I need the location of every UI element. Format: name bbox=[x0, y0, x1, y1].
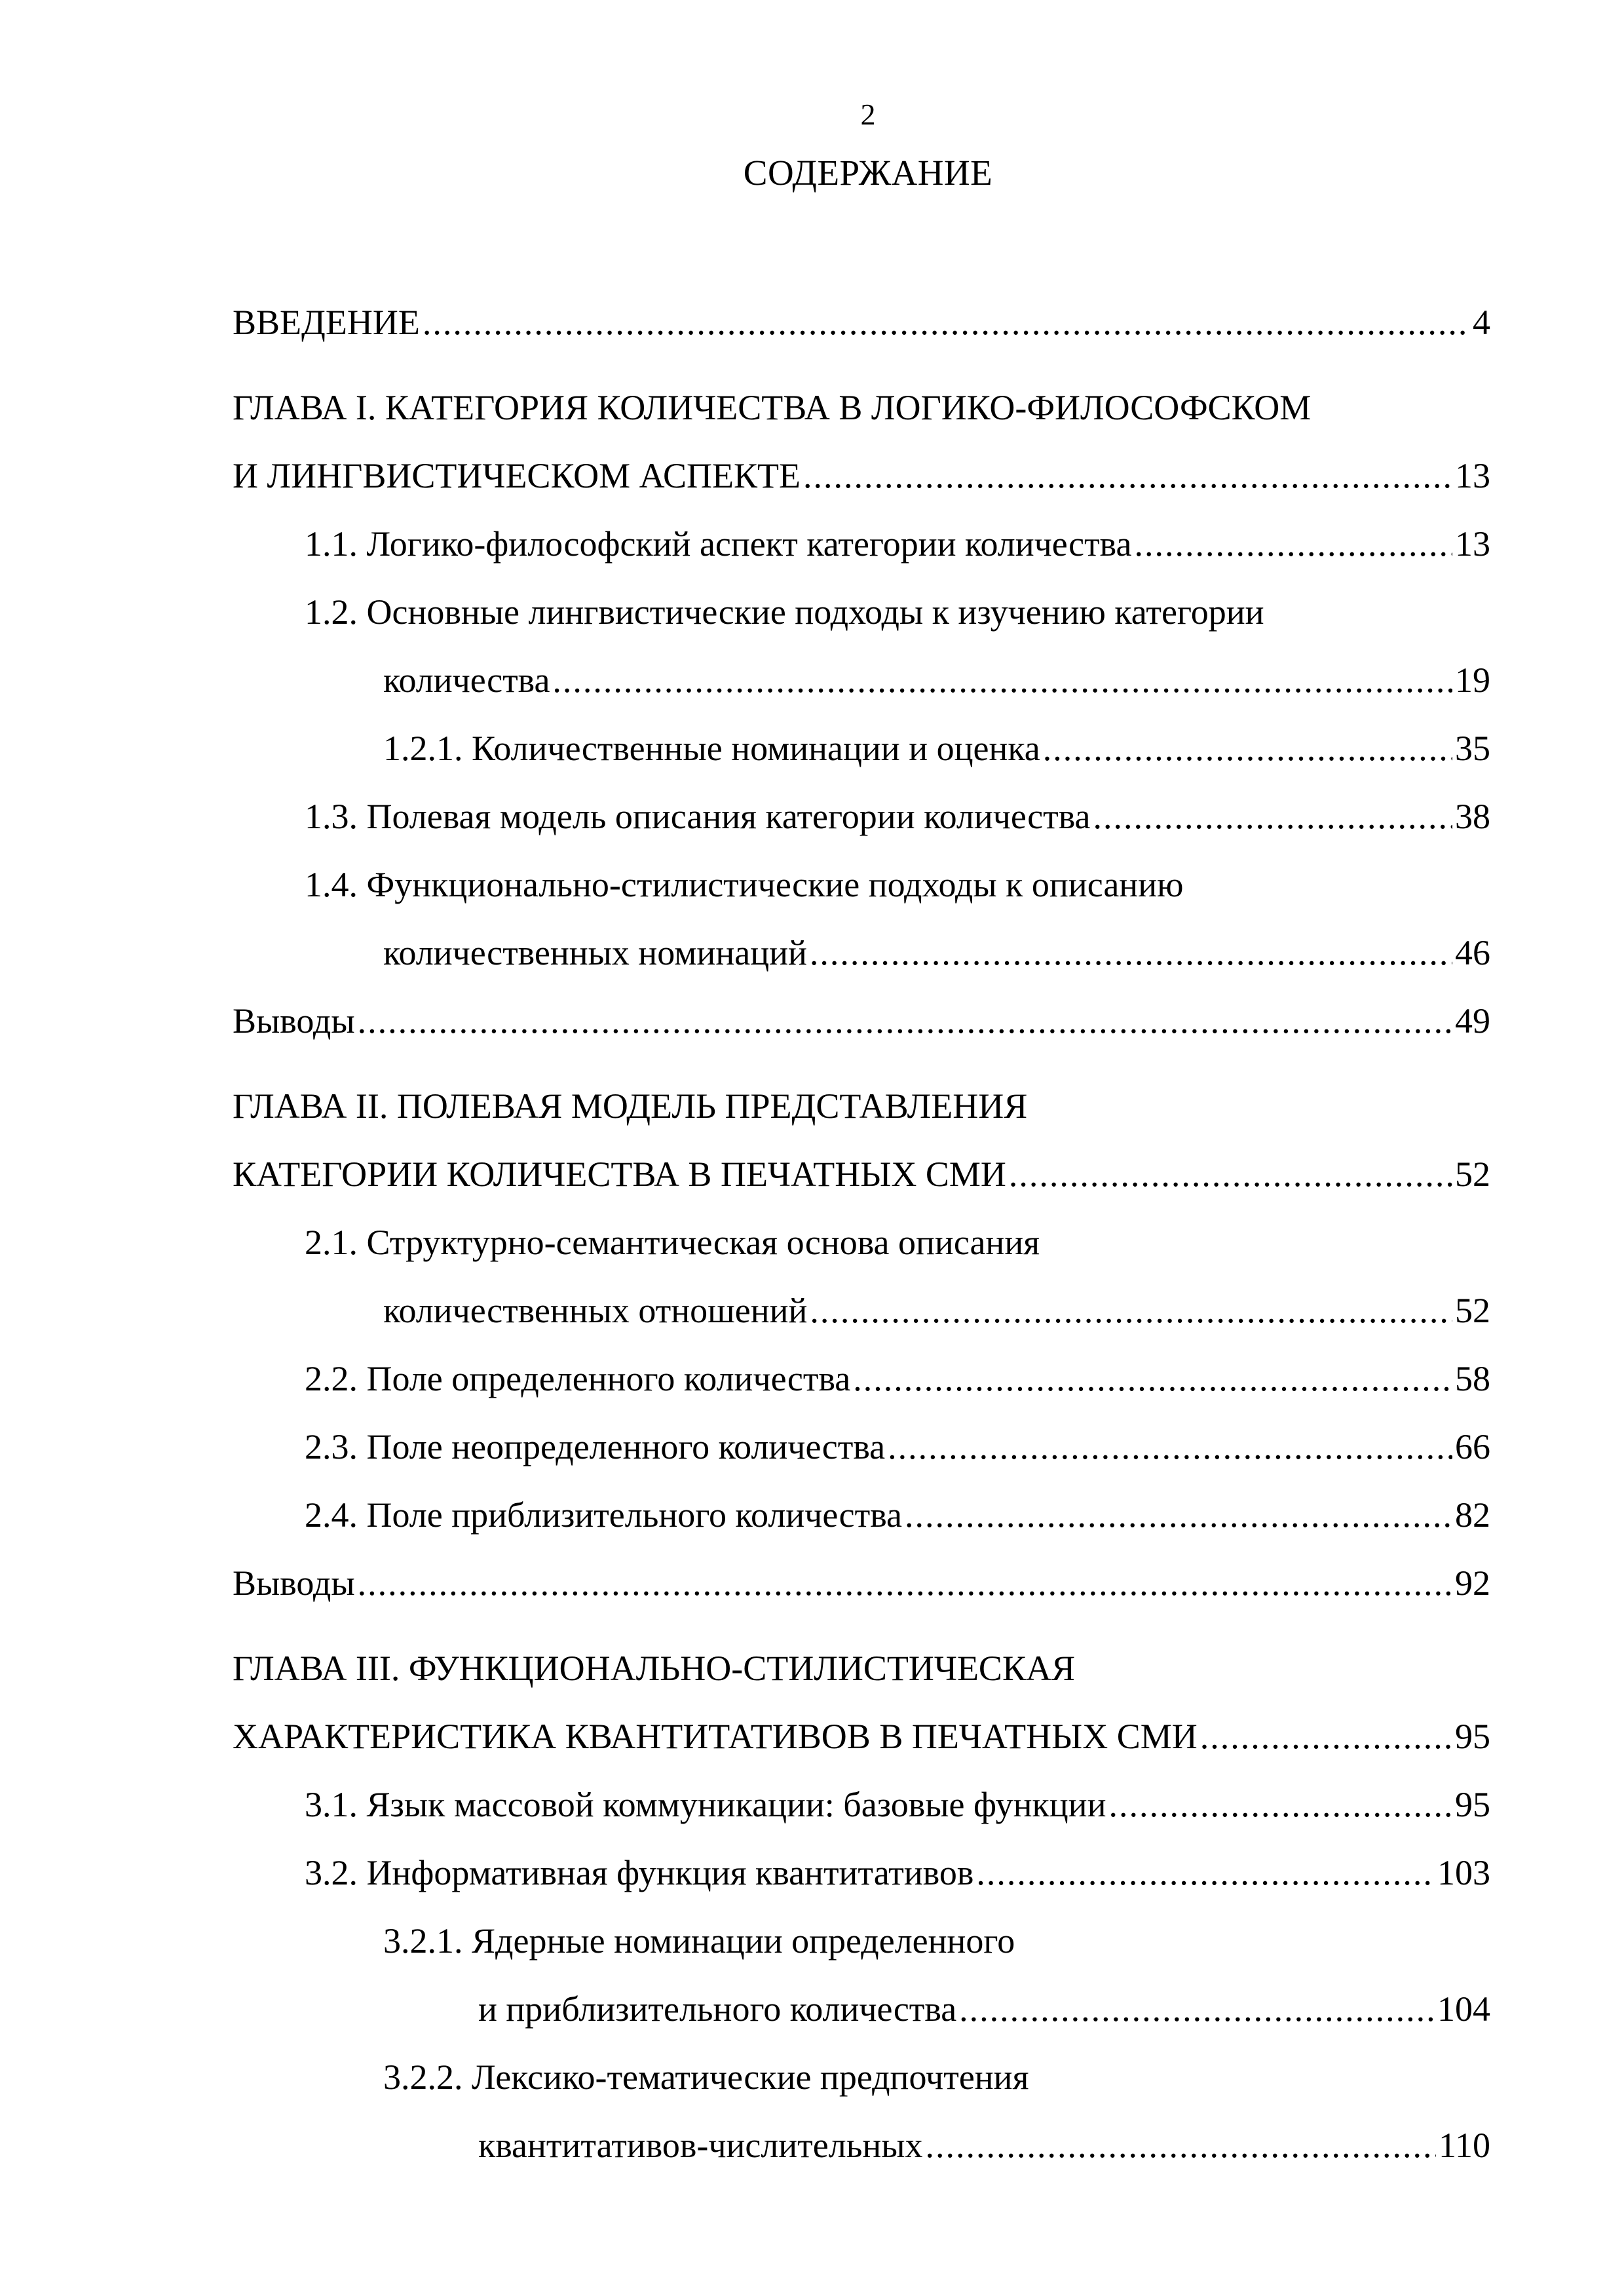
toc-entry-page: 49 bbox=[1455, 1001, 1490, 1041]
toc-entry-page: 52 bbox=[1455, 1155, 1490, 1194]
toc-conclusions-2 bbox=[233, 1549, 1490, 1617]
toc-section-3-2-2 bbox=[233, 2043, 1490, 2111]
toc-entry-text: количества bbox=[383, 660, 550, 700]
toc-entry-text: 2.2. Поле определенного количества bbox=[305, 1359, 851, 1398]
toc-chapter-2-heading bbox=[233, 1072, 1490, 1140]
toc-entry-text: И ЛИНГВИСТИЧЕСКОМ АСПЕКТЕ bbox=[233, 456, 801, 495]
page-number: 2 bbox=[860, 98, 876, 131]
toc-title: СОДЕРЖАНИЕ bbox=[743, 153, 993, 193]
dot-leader bbox=[926, 2125, 1436, 2166]
dot-leader bbox=[853, 1358, 1452, 1399]
toc-entry-intro bbox=[233, 288, 1490, 356]
toc-entry-text: ГЛАВА II. ПОЛЕВАЯ МОДЕЛЬ ПРЕДСТАВЛЕНИЯ bbox=[233, 1086, 1028, 1126]
toc-section-2-2 bbox=[233, 1345, 1490, 1413]
toc-section-1-2-end bbox=[233, 646, 1490, 714]
toc-entry-text: 2.3. Поле неопределенного количества bbox=[305, 1427, 886, 1466]
dot-leader bbox=[959, 1989, 1435, 2029]
toc-entry-text: количественных отношений bbox=[383, 1291, 808, 1330]
toc-entry-page: 38 bbox=[1455, 797, 1490, 836]
toc-entry-text: Выводы bbox=[233, 1563, 355, 1603]
toc-conclusions-1 bbox=[233, 987, 1490, 1055]
dot-leader bbox=[358, 1563, 1452, 1603]
toc-entry-page: 13 bbox=[1455, 456, 1490, 495]
toc-section-1-1 bbox=[233, 510, 1490, 578]
toc-entry-page: 58 bbox=[1455, 1359, 1490, 1398]
toc-section-2-1-end bbox=[233, 1276, 1490, 1345]
dot-leader bbox=[888, 1426, 1452, 1467]
toc-entry-text: 1.3. Полевая модель описания категории количества bbox=[305, 797, 1091, 836]
toc-entry-text: КАТЕГОРИИ КОЛИЧЕСТВА В ПЕЧАТНЫХ СМИ bbox=[233, 1155, 1006, 1194]
toc-entry-page: 66 bbox=[1455, 1427, 1490, 1466]
toc-entry-text: 3.2.2. Лексико-тематические предпочтения bbox=[383, 2057, 1029, 2097]
toc-section-1-4 bbox=[233, 851, 1490, 919]
toc-entry-text: Выводы bbox=[233, 1001, 355, 1041]
toc-entry-text: 3.2. Информативная функция квантитативов bbox=[305, 1853, 974, 1892]
toc-chapter-1-heading-end bbox=[233, 442, 1490, 510]
toc-entry-page: 13 bbox=[1455, 524, 1490, 564]
toc-entry-text: количественных номинаций bbox=[383, 933, 807, 972]
toc-entry-page: 82 bbox=[1455, 1495, 1490, 1535]
toc-entry-page: 46 bbox=[1455, 933, 1490, 972]
toc-chapter-3-heading bbox=[233, 1634, 1490, 1702]
toc-entry-text: ГЛАВА III. ФУНКЦИОНАЛЬНО-СТИЛИСТИЧЕСКАЯ bbox=[233, 1649, 1075, 1688]
toc-section-3-2-1 bbox=[233, 1907, 1490, 1975]
table-of-contents bbox=[233, 288, 1490, 2179]
toc-section-1-4-end bbox=[233, 919, 1490, 987]
toc-section-2-4 bbox=[233, 1481, 1490, 1549]
dot-leader bbox=[552, 660, 1452, 700]
toc-chapter-3-heading-end bbox=[233, 1702, 1490, 1770]
toc-entry-text: квантитативов-числительных bbox=[478, 2126, 923, 2165]
dot-leader bbox=[1009, 1154, 1452, 1195]
toc-section-3-2-2-end bbox=[233, 2111, 1490, 2179]
toc-entry-text: 2.1. Структурно-семантическая основа описания bbox=[305, 1223, 1040, 1262]
toc-entry-page: 19 bbox=[1455, 660, 1490, 700]
dot-leader bbox=[803, 455, 1452, 496]
toc-entry-text: 1.2.1. Количественные номинации и оценка bbox=[383, 729, 1040, 768]
toc-section-1-2 bbox=[233, 578, 1490, 646]
toc-section-1-3 bbox=[233, 782, 1490, 851]
toc-section-2-3 bbox=[233, 1413, 1490, 1481]
toc-section-3-2 bbox=[233, 1839, 1490, 1907]
toc-entry-text: 3.1. Язык массовой коммуникации: базовые функции bbox=[305, 1785, 1106, 1824]
toc-section-3-1 bbox=[233, 1770, 1490, 1839]
toc-entry-page: 95 bbox=[1455, 1785, 1490, 1824]
dot-leader bbox=[1043, 728, 1452, 769]
toc-entry-page: 95 bbox=[1455, 1717, 1490, 1756]
toc-chapter-2-heading-end bbox=[233, 1140, 1490, 1208]
toc-entry-page: 110 bbox=[1439, 2126, 1490, 2165]
toc-entry-text: 2.4. Поле приблизительного количества bbox=[305, 1495, 902, 1535]
toc-entry-text: ГЛАВА I. КАТЕГОРИЯ КОЛИЧЕСТВА В ЛОГИКО-ФИЛОСОФСКОМ bbox=[233, 388, 1312, 427]
toc-entry-page: 52 bbox=[1455, 1291, 1490, 1330]
toc-section-3-2-1-end bbox=[233, 1975, 1490, 2043]
toc-entry-text: и приблизительного количества bbox=[478, 1989, 957, 2029]
toc-entry-text: 1.2. Основные лингвистические подходы к изучению категории bbox=[305, 592, 1264, 632]
toc-entry-text: 1.1. Логико-философский аспект категории количества bbox=[305, 524, 1132, 564]
toc-entry-page: 92 bbox=[1455, 1563, 1490, 1603]
toc-entry-page: 104 bbox=[1437, 1989, 1490, 2029]
dot-leader bbox=[810, 1290, 1452, 1331]
toc-entry-page: 35 bbox=[1455, 729, 1490, 768]
toc-entry-text: ХАРАКТЕРИСТИКА КВАНТИТАТИВОВ В ПЕЧАТНЫХ СМИ bbox=[233, 1717, 1198, 1756]
dot-leader bbox=[358, 1001, 1452, 1041]
toc-entry-text: ВВЕДЕНИЕ bbox=[233, 303, 420, 342]
dot-leader bbox=[810, 932, 1452, 973]
toc-entry-page: 4 bbox=[1473, 303, 1490, 342]
toc-chapter-1-heading bbox=[233, 373, 1490, 442]
dot-leader bbox=[1093, 796, 1452, 837]
dot-leader bbox=[1134, 524, 1452, 564]
dot-leader bbox=[905, 1495, 1452, 1535]
toc-entry-text: 3.2.1. Ядерные номинации определенного bbox=[383, 1921, 1015, 1961]
dot-leader bbox=[1108, 1784, 1452, 1825]
dot-leader bbox=[976, 1852, 1435, 1893]
toc-section-2-1 bbox=[233, 1208, 1490, 1276]
dot-leader bbox=[1200, 1716, 1452, 1757]
toc-entry-page: 103 bbox=[1437, 1853, 1490, 1892]
dot-leader bbox=[423, 302, 1470, 343]
toc-entry-text: 1.4. Функционально-стилистические подходы к описанию bbox=[305, 865, 1184, 904]
toc-section-1-2-1 bbox=[233, 714, 1490, 782]
